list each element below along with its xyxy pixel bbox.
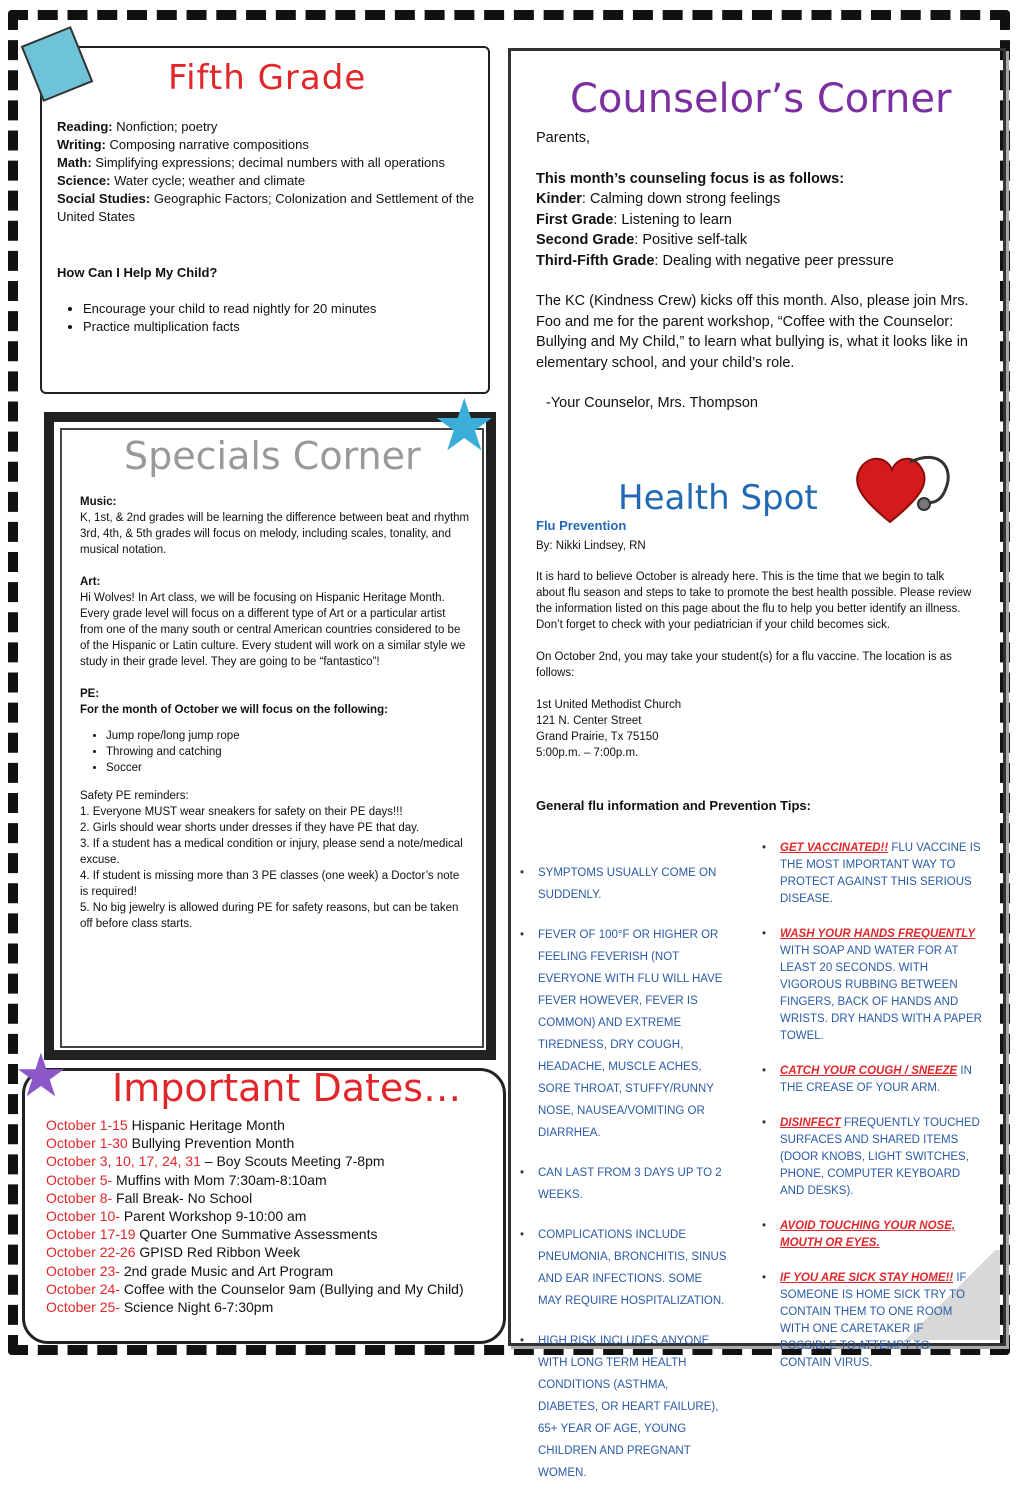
- list-item: October 8- Fall Break- No School: [46, 1189, 253, 1206]
- list-item: October 22-26 GPISD Red Ribbon Week: [46, 1244, 301, 1261]
- help-heading: How Can I Help My Child?: [57, 265, 218, 280]
- list-item: • HIGH RISK INCLUDES ANYONE WITH LONG TERM HEALTH CONDITIONS (ASTHMA, DIABETES, OR HEART FAILURE), 65+ YEAR OF AGE, YOUNG CHILDREN AND PREGNANT WOMEN.: [518, 1330, 728, 1484]
- list-item: October 1-30 Bullying Prevention Month: [46, 1135, 295, 1152]
- list-item: • CATCH YOUR COUGH / SNEEZE IN THE CREASE OF YOUR ARM.: [760, 1063, 982, 1097]
- list-item: • GET VACCINATED!! FLU VACCINE IS THE MOST IMPORTANT WAY TO PROTECT AGAINST THIS SERIOUS DISEASE.: [760, 840, 982, 908]
- heart-stethoscope-icon: [850, 448, 960, 528]
- list-item: 2. Girls should wear shorts under dresses if they have PE that day.: [80, 822, 420, 834]
- list-item: October 23- 2nd grade Music and Art Program: [46, 1262, 334, 1279]
- list-item: • Jump rope/long jump rope: [106, 728, 470, 744]
- list-item: • DISINFECT FREQUENTLY TOUCHED SURFACES AND SHARED ITEMS (DOOR KNOBS, LIGHT SWITCHES, PHONE, COMPUTER KEYBOARD AND DESKS).: [760, 1115, 982, 1200]
- list-item: October 5- Muffins with Mom 7:30am-8:10am: [46, 1171, 327, 1188]
- fifth-grade-title: Fifth Grade: [168, 58, 367, 98]
- tips-heading: General flu information and Prevention Tips:: [536, 798, 811, 813]
- list-item: • Throwing and catching: [106, 744, 470, 760]
- list-item: October 1-15 Hispanic Heritage Month: [46, 1117, 285, 1133]
- dates-list: [46, 1116, 496, 1316]
- list-item: • Soccer: [106, 760, 470, 776]
- star-icon: ★: [14, 1042, 68, 1109]
- star-icon: ★: [432, 386, 497, 466]
- flu-info-list: [518, 862, 728, 1502]
- health-byline: By: Nikki Lindsey, RN: [536, 540, 646, 552]
- list-item: October 17-19 Quarter One Summative Assessments: [46, 1226, 378, 1243]
- help-list: [57, 300, 503, 336]
- list-item: • AVOID TOUCHING YOUR NOSE, MOUTH OR EYES.: [760, 1218, 982, 1252]
- health-text: It is hard to believe October is already here. This is the time that we begin to talk about flu season and steps to take to promote the best health possible. Please review the information listed on this page about the flu to help you better identify an illness. Don’t forget to check with your pediatrician if your child becomes sick. On October 2nd, you may take your student(s) for a flu vaccine. The location is as follows: 1st United Methodist Church 121 N. Center Street Grand Prairie, Tx 75150 5:00p.m. – 7:00p.m.: [536, 571, 972, 759]
- list-item: 1. Everyone MUST wear sneakers for safety on their PE days!!!: [80, 806, 403, 818]
- specials-text: Music: K, 1st, & 2nd grades will be learning the difference between beat and rhythm 3rd, 4th, & 5th grades will focus on melody, including scales, tonality, and musical notation. Art: Hi Wolves! In Art class, we will be focusing on Hispanic Heritage Month. Every grade level will focus on a different type of Art or a particular artist from one of the many south or central American countries considered to be of the Hispanic or Latin culture. Every student will work on a similar style we study in their grade level. They are going to be “fantastico”! PE: For the month of October we will focus on the following: • Jump rope/long jump rope • Throwing and catching • Soccer Safety PE reminders: 1. Everyone MUST wear sneakers for safety on their PE days!!! 2. Girls should wear shorts under dresses if they have PE that day. 3. If a student has a medical condition or injury, please send a note/medical excuse. 4. If student is missing more than 3 PE classes (one week) a Doctor’s note is required! 5. No big jewelry is allowed during PE for safety reasons, but can be taken off before class starts.: [80, 494, 470, 932]
- specials-title: Specials Corner: [124, 434, 421, 478]
- list-item: 3. If a student has a medical condition or injury, please send a note/medical excuse.: [80, 838, 463, 866]
- counselor-title: Counselor’s Corner: [570, 76, 952, 122]
- fifth-grade-subjects: Reading: Nonfiction; poetry Writing: Composing narrative compositions Math: Simplifying expressions; decimal numbers with all operations Science: Water cycle; weather and climate Social Studies: Geographic Factors; Colonization and Settlement of the United States: [57, 119, 474, 224]
- list-item: 5. No big jewelry is allowed during PE for safety reasons, but can be taken off before class starts.: [80, 902, 459, 930]
- list-item: • Practice multiplication facts: [83, 318, 503, 336]
- counselor-text: Parents, This month’s counseling focus is as follows: Kinder: Calming down strong feelings First Grade: Listening to learn Second Grade: Positive self-talk Third-Fifth Grade: Dealing with negative peer pressure The KC (Kindness Crew) kicks off this month. Also, please join Mrs. Foo and me for the parent workshop, “Coffee with the Counselor: Bullying and My Child,” to learn what bullying is, what it looks like in elementary school, and your child’s role. -Your Counselor, Mrs. Thompson: [536, 130, 969, 411]
- list-item: • IF YOU ARE SICK STAY HOME!! IF SOMEONE IS HOME SICK TRY TO CONTAIN THEM TO ONE ROOM WITH ONE CARETAKER IF POSSIBLE TO ATTEMPT TO CONTAIN VIRUS.: [760, 1270, 982, 1372]
- list-item: • CAN LAST FROM 3 DAYS UP TO 2 WEEKS.: [518, 1162, 728, 1206]
- list-item: October 3, 10, 17, 24, 31 – Boy Scouts Meeting 7-8pm: [46, 1153, 385, 1170]
- list-item: 4. If student is missing more than 3 PE classes (one week) a Doctor’s note is required!: [80, 870, 460, 898]
- health-subtitle: Flu Prevention: [536, 518, 627, 533]
- health-title: Health Spot: [618, 478, 818, 518]
- list-item: • Encourage your child to read nightly for 20 minutes: [83, 300, 503, 318]
- list-item: October 10- Parent Workshop 9-10:00 am: [46, 1208, 307, 1225]
- prevention-tips-list: [760, 840, 982, 1390]
- list-item: • FEVER OF 100°F OR HIGHER OR FEELING FEVERISH (NOT EVERYONE WITH FLU WILL HAVE FEVER HOWEVER, FEVER IS COMMON) AND EXTREME TIREDNESS, DRY COUGH, HEADACHE, MUSCLE ACHES, SORE THROAT, STUFFY/RUNNY NOSE, NAUSEA/VOMITING OR DIARRHEA.: [518, 924, 728, 1144]
- dates-title: Important Dates…: [112, 1066, 462, 1110]
- list-item: October 24- Coffee with the Counselor 9am (Bullying and My Child): [46, 1280, 464, 1297]
- list-item: • WASH YOUR HANDS FREQUENTLY WITH SOAP AND WATER FOR AT LEAST 20 SECONDS. WITH VIGOROUS RUBBING BETWEEN FINGERS, BACK OF HANDS AND WRISTS. DRY HANDS WITH A PAPER TOWEL.: [760, 926, 982, 1045]
- list-item: • COMPLICATIONS INCLUDE PNEUMONIA, BRONCHITIS, SINUS AND EAR INFECTIONS. SOME MAY REQUIRE HOSPITALIZATION.: [518, 1224, 728, 1312]
- list-item: October 25- Science Night 6-7:30pm: [46, 1299, 274, 1316]
- list-item: • SYMPTOMS USUALLY COME ON SUDDENLY.: [518, 862, 728, 906]
